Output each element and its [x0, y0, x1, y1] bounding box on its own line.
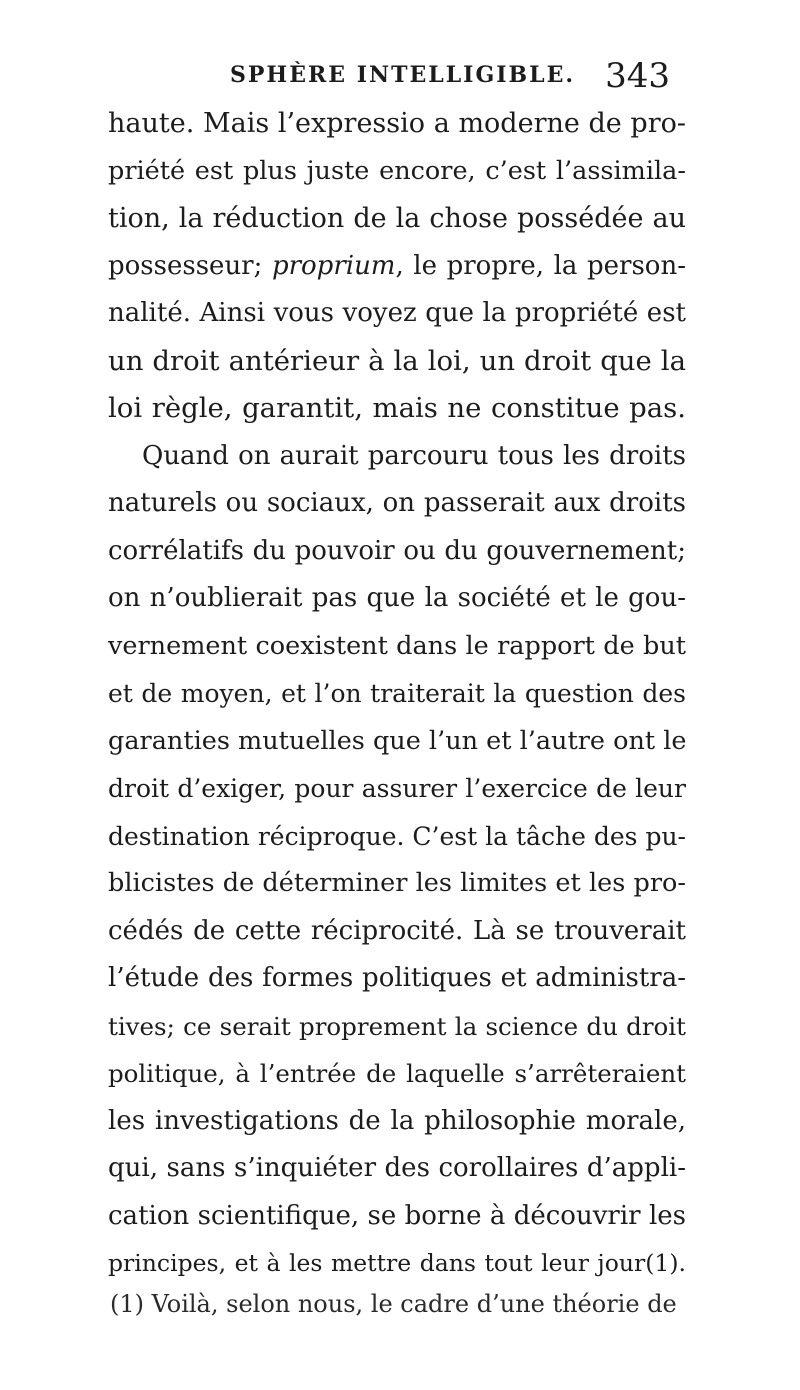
- text-line: destination réciproque. C’est la tâche des pu-: [108, 821, 686, 851]
- text-line: les investigations de la philosophie morale,: [108, 1105, 686, 1136]
- text-line: possesseur; proprium, le propre, la person-: [108, 250, 686, 281]
- running-title: SPHÈRE INTELLIGIBLE.: [230, 62, 576, 88]
- text-line: tion, la réduction de la chose possédée au: [108, 203, 686, 234]
- text-line: garanties mutuelles que l’un et l’autre ont le: [108, 725, 687, 756]
- body-text: [108, 100, 686, 1288]
- text-line: naturels ou sociaux, on passerait aux droits: [108, 488, 686, 518]
- text-line: cation scientifique, se borne à découvrir les: [108, 1200, 686, 1231]
- page-number: 343: [605, 56, 670, 96]
- running-head: [150, 56, 670, 102]
- text-line: un droit antérieur à la loi, un droit que la: [108, 344, 686, 377]
- text-line: l’étude des formes politiques et administra-: [108, 963, 686, 993]
- text-line: tives; ce serait proprement la science du droit: [108, 1011, 686, 1041]
- italic-word: proprium: [271, 250, 396, 281]
- text-line: Quand on aurait parcouru tous les droits: [142, 440, 686, 471]
- text-line: et de moyen, et l’on traiterait la question des: [108, 679, 686, 708]
- text-line: cédés de cette réciprocité. Là se trouverait: [108, 915, 686, 946]
- text-line: haute. Mais l’expressio a moderne de pro-: [108, 108, 686, 139]
- text-line: vernement coexistent dans le rapport de but: [108, 630, 686, 661]
- text-line: on n’oublierait pas que la société et le gou-: [108, 583, 686, 613]
- text-line: corrélatifs du pouvoir ou du gouvernement;: [108, 535, 686, 566]
- text-line: loi règle, garantit, mais ne constitue pas.: [108, 392, 686, 424]
- text-line: principes, et à les mettre dans tout leur jour(1).: [108, 1249, 686, 1277]
- text-line: priété est plus juste encore, c’est l’assimila-: [108, 155, 686, 186]
- footnote: (1) Voilà, selon nous, le cadre d’une théorie de: [110, 1290, 677, 1318]
- text-line: droit d’exiger, pour assurer l’exercice de leur: [108, 774, 686, 803]
- text-line: blicistes de déterminer les limites et les pro-: [108, 868, 686, 898]
- text-line: nalité. Ainsi vous voyez que la propriété est: [108, 298, 686, 328]
- text-line: qui, sans s’inquiéter des corollaires d’appli-: [108, 1153, 686, 1183]
- text-line: politique, à l’entrée de laquelle s’arrêteraient: [108, 1059, 686, 1088]
